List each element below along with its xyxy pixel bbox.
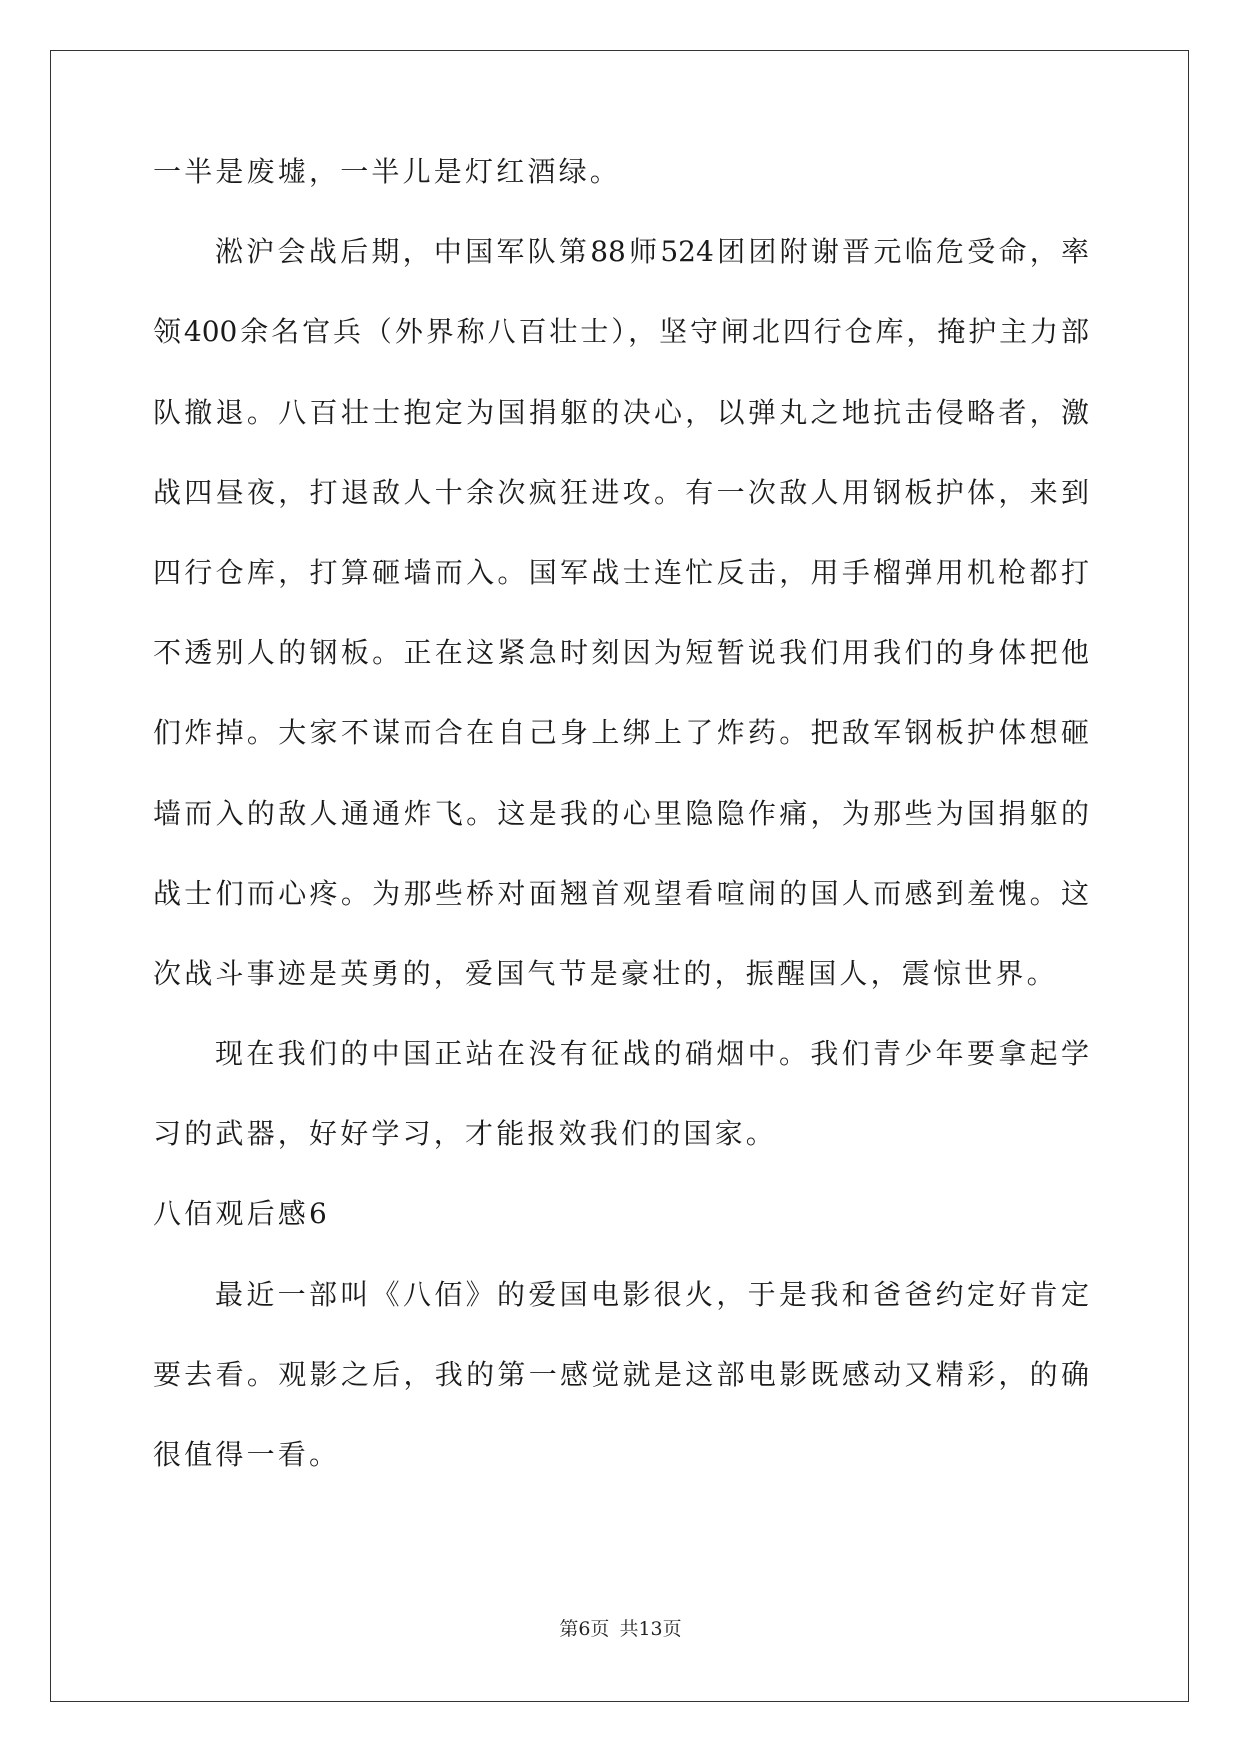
text-line: 领400余名官兵（外界称八百壮士），坚守闸北四行仓库，掩护主力部 <box>153 315 1089 349</box>
page-number: 第6页 <box>559 1618 610 1640</box>
text-line: 四行仓库，打算砸墙而入。国军战士连忙反击，用手榴弹用机枪都打 <box>153 555 1089 589</box>
text-line: 队撤退。八百壮士抱定为国捐躯的决心，以弹丸之地抗击侵略者，激 <box>153 395 1089 429</box>
text-line: 墙而入的敌人通通炸飞。这是我的心里隐隐作痛，为那些为国捐躯的 <box>153 796 1089 830</box>
document-body <box>153 155 1089 1521</box>
text-line: 很值得一看。 <box>153 1438 341 1471</box>
page-footer <box>0 1619 1241 1639</box>
text-line: 不透别人的钢板。正在这紧急时刻因为短暂说我们用我们的身体把他 <box>153 636 1089 670</box>
text-line: 战四昼夜，打退敌人十余次疯狂进攻。有一次敌人用钢板护体，来到 <box>153 475 1089 509</box>
page-total: 共13页 <box>619 1618 682 1640</box>
text-line: 战士们而心疼。为那些桥对面翘首观望看喧闹的国人而感到羞愧。这 <box>153 876 1089 910</box>
paragraph-start-line: 淞沪会战后期，中国军队第88师524团团附谢晋元临危受命，率 <box>215 235 1089 269</box>
paragraph-start-line: 现在我们的中国正站在没有征战的硝烟中。我们青少年要拿起学 <box>215 1037 1089 1071</box>
text-line: 们炸掉。大家不谋而合在自己身上绑上了炸药。把敌军钢板护体想砸 <box>153 716 1089 750</box>
section-heading: 八佰观后感6 <box>153 1197 331 1231</box>
text-line: 习的武器，好好学习，才能报效我们的国家。 <box>153 1117 778 1151</box>
text-line: 要去看。观影之后，我的第一感觉就是这部电影既感动又精彩，的确 <box>153 1357 1089 1391</box>
paragraph-start-line: 最近一部叫《八佰》的爱国电影很火，于是我和爸爸约定好肯定 <box>215 1277 1089 1311</box>
text-line: 一半是废墟，一半儿是灯红酒绿。 <box>153 155 622 188</box>
text-line: 次战斗事迹是英勇的，爱国气节是豪壮的，振醒国人，震惊世界。 <box>153 956 1058 990</box>
